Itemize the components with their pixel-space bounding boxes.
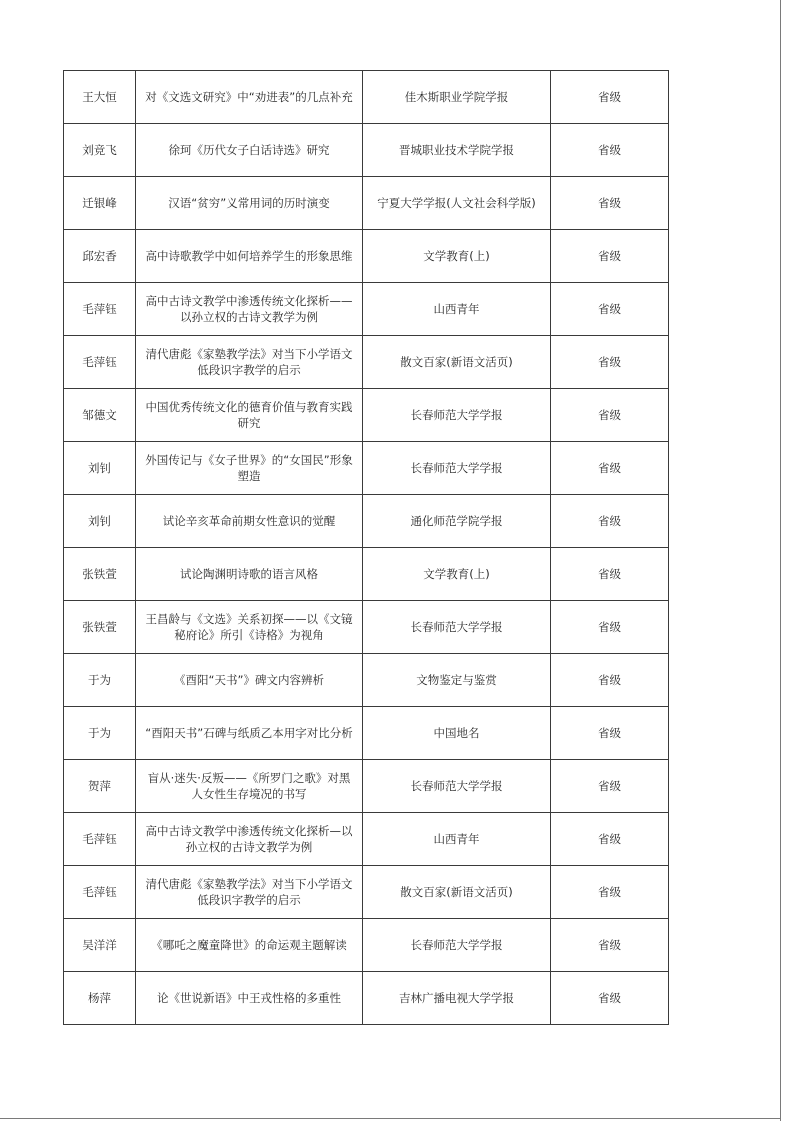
paper-title-cell: 《酉阳“天书”》碑文内容辨析 — [136, 654, 363, 707]
paper-title-cell: 对《文选文研究》中“劝进表”的几点补充 — [136, 71, 363, 124]
author-cell: 王大恒 — [64, 71, 136, 124]
paper-title-cell: 《哪吒之魔童降世》的命运观主题解读 — [136, 919, 363, 972]
paper-title-cell: 高中诗歌教学中如何培养学生的形象思维 — [136, 230, 363, 283]
table-row — [64, 654, 669, 707]
journal-cell: 散文百家(新语文活页) — [363, 866, 551, 919]
level-cell: 省级 — [551, 813, 669, 866]
level-cell: 省级 — [551, 389, 669, 442]
level-cell: 省级 — [551, 707, 669, 760]
author-cell: 刘竞飞 — [64, 124, 136, 177]
journal-cell: 长春师范大学学报 — [363, 389, 551, 442]
table-row — [64, 336, 669, 389]
author-cell: 张铁萱 — [64, 548, 136, 601]
author-cell: 于为 — [64, 707, 136, 760]
level-cell: 省级 — [551, 283, 669, 336]
table-row — [64, 442, 669, 495]
paper-title-cell: 清代唐彪《家塾教学法》对当下小学语文低段识字教学的启示 — [136, 336, 363, 389]
paper-title-cell: 盲从·迷失·反叛——《所罗门之歌》对黑人女性生存境况的书写 — [136, 760, 363, 813]
level-cell: 省级 — [551, 124, 669, 177]
level-cell: 省级 — [551, 336, 669, 389]
paper-title-cell: 论《世说新语》中王戎性格的多重性 — [136, 972, 363, 1025]
author-cell: 于为 — [64, 654, 136, 707]
paper-title-cell: “酉阳天书”石碑与纸质乙本用字对比分析 — [136, 707, 363, 760]
level-cell: 省级 — [551, 71, 669, 124]
author-cell: 邱宏香 — [64, 230, 136, 283]
author-cell: 毛萍钰 — [64, 866, 136, 919]
table-row — [64, 71, 669, 124]
journal-cell: 山西青年 — [363, 813, 551, 866]
journal-cell: 中国地名 — [363, 707, 551, 760]
author-cell: 毛萍钰 — [64, 813, 136, 866]
paper-title-cell: 汉语“贫穷”义常用词的历时演变 — [136, 177, 363, 230]
paper-title-cell: 外国传记与《女子世界》的“女国民”形象塑造 — [136, 442, 363, 495]
table-row — [64, 389, 669, 442]
journal-cell: 长春师范大学学报 — [363, 442, 551, 495]
paper-title-cell: 中国优秀传统文化的德育价值与教育实践研究 — [136, 389, 363, 442]
table-row — [64, 866, 669, 919]
table-row — [64, 707, 669, 760]
journal-cell: 文学教育(上) — [363, 230, 551, 283]
publications-table — [63, 70, 669, 1025]
journal-cell: 长春师范大学学报 — [363, 601, 551, 654]
journal-cell: 佳木斯职业学院学报 — [363, 71, 551, 124]
journal-cell: 长春师范大学学报 — [363, 760, 551, 813]
author-cell: 毛萍钰 — [64, 283, 136, 336]
table-row — [64, 919, 669, 972]
level-cell: 省级 — [551, 548, 669, 601]
table-row — [64, 177, 669, 230]
paper-title-cell: 高中古诗文教学中渗透传统文化探析—以孙立权的古诗文教学为例 — [136, 813, 363, 866]
table-row — [64, 760, 669, 813]
journal-cell: 长春师范大学学报 — [363, 919, 551, 972]
table-row — [64, 813, 669, 866]
level-cell: 省级 — [551, 495, 669, 548]
level-cell: 省级 — [551, 972, 669, 1025]
table-row — [64, 548, 669, 601]
level-cell: 省级 — [551, 442, 669, 495]
level-cell: 省级 — [551, 866, 669, 919]
table-row — [64, 601, 669, 654]
author-cell: 贺萍 — [64, 760, 136, 813]
journal-cell: 散文百家(新语文活页) — [363, 336, 551, 389]
table-row — [64, 230, 669, 283]
paper-title-cell: 清代唐彪《家塾教学法》对当下小学语文低段识字教学的启示 — [136, 866, 363, 919]
author-cell: 邹德文 — [64, 389, 136, 442]
author-cell: 刘钊 — [64, 495, 136, 548]
level-cell: 省级 — [551, 919, 669, 972]
journal-cell: 晋城职业技术学院学报 — [363, 124, 551, 177]
paper-title-cell: 王昌龄与《文选》关系初探——以《文镜秘府论》所引《诗格》为视角 — [136, 601, 363, 654]
paper-title-cell: 试论陶渊明诗歌的语言风格 — [136, 548, 363, 601]
level-cell: 省级 — [551, 601, 669, 654]
journal-cell: 宁夏大学学报(人文社会科学版) — [363, 177, 551, 230]
author-cell: 迁银峰 — [64, 177, 136, 230]
table-row — [64, 495, 669, 548]
journal-cell: 山西青年 — [363, 283, 551, 336]
publications-table-body — [64, 71, 669, 1025]
author-cell: 张铁萱 — [64, 601, 136, 654]
author-cell: 毛萍钰 — [64, 336, 136, 389]
paper-title-cell: 试论辛亥革命前期女性意识的觉醒 — [136, 495, 363, 548]
author-cell: 刘钊 — [64, 442, 136, 495]
journal-cell: 通化师范学院学报 — [363, 495, 551, 548]
journal-cell: 吉林广播电视大学学报 — [363, 972, 551, 1025]
author-cell: 吴洋洋 — [64, 919, 136, 972]
table-row — [64, 124, 669, 177]
journal-cell: 文学教育(上) — [363, 548, 551, 601]
table-row — [64, 972, 669, 1025]
level-cell: 省级 — [551, 654, 669, 707]
journal-cell: 文物鉴定与鉴赏 — [363, 654, 551, 707]
level-cell: 省级 — [551, 177, 669, 230]
level-cell: 省级 — [551, 230, 669, 283]
author-cell: 杨萍 — [64, 972, 136, 1025]
page-edge-right — [780, 0, 781, 1121]
paper-title-cell: 徐珂《历代女子白话诗选》研究 — [136, 124, 363, 177]
paper-title-cell: 高中古诗文教学中渗透传统文化探析——以孙立权的古诗文教学为例 — [136, 283, 363, 336]
level-cell: 省级 — [551, 760, 669, 813]
table-row — [64, 283, 669, 336]
page-edge-bottom — [0, 1118, 781, 1119]
